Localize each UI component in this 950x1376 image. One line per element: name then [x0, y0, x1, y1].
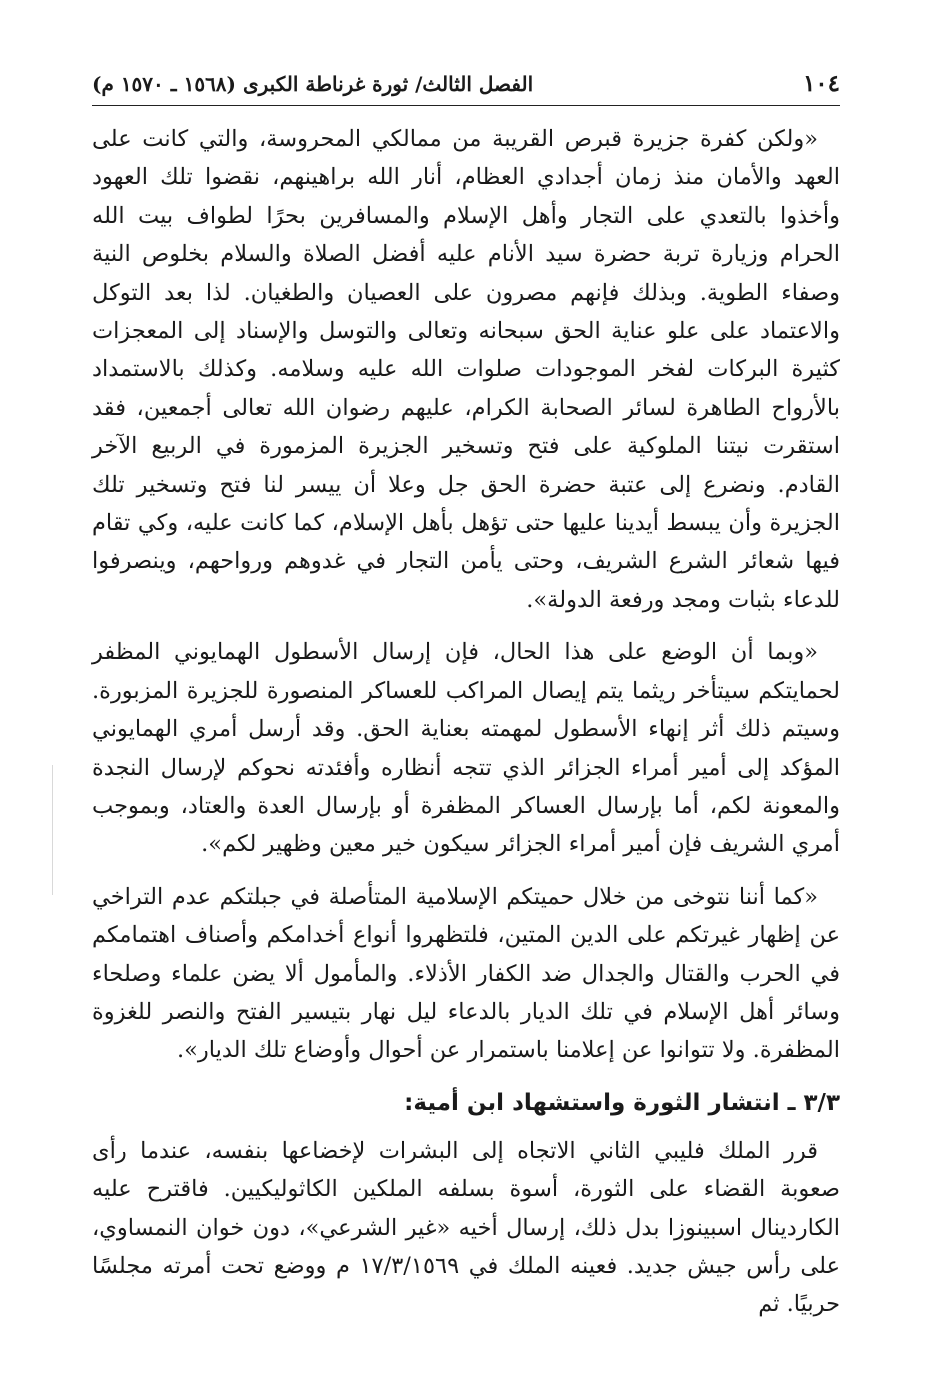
- page-body: [92, 120, 840, 1324]
- section-paragraph: قرر الملك فليبي الثاني الاتجاه إلى البشرات لإخضاعها بنفسه، عندما رأى صعوبة القضاء على الثورة، أسوة بسلفه الملكين الكاثوليكيين. فاقترح عليه الكاردينال اسبينوزا بدل ذلك، إرسال أخيه «غير الشرعي»، دون خوان النمساوي، على رأس جيش جديد. فعينه الملك في ١٧/٣/١٥٦٩ م ووضع تحت أمرته مجلسًا حربيًا. ثم: [92, 1137, 840, 1318]
- document-page: [92, 70, 840, 1324]
- running-header: [92, 70, 840, 106]
- chapter-title: الفصل الثالث/ ثورة غرناطة الكبرى (١٥٦٨ ـ ١٥٧٠ م): [92, 72, 534, 96]
- quote-paragraph-2: «وبما أن الوضع على هذا الحال، فإن إرسال الأسطول الهمايوني المظفر لحمايتكم سيتأخر ريثما يتم إيصال المراكب للعساكر المنصورة للجزيرة المزبورة. وسيتم ذلك أثر إنهاء الأسطول لمهمته بعناية الحق. وقد أرسل أمري الهمايوني المؤكد إلى أمير أمراء الجزائر الذي تتجه أنظاره وأفئدته نحوكم لإرسال النجدة والمعونة لكم، أما بإرسال العساكر المظفرة أو بإرسال العدة والعتاد، وبموجب أمري الشريف فإن أمير أمراء الجزائر سيكون خير معين وظهير لكم».: [92, 639, 840, 858]
- page-number: ١٠٤: [802, 70, 840, 97]
- scan-margin-line: [52, 765, 53, 895]
- section-heading: ٣/٣ ـ انتشار الثورة واستشهاد ابن أمية:: [404, 1089, 840, 1116]
- quote-paragraph-1: «ولكن كفرة جزيرة قبرص القريبة من ممالكي المحروسة، والتي كانت على العهد والأمان منذ زمان أجدادي العظام، أنار الله براهينهم، نقضوا تلك العهود وأخذوا بالتعدي على التجار وأهل الإسلام والمسافرين بحرًا لطواف بيت الله الحرام وزيارة تربة حضرة سيد الأنام عليه أفضل الصلاة والسلام بخلوص النية وصفاء الطوية. وبذلك فإنهم مصرون على العصيان والطغيان. لذا بعد التوكل والاعتماد على علو عناية الحق سبحانه وتعالى والتوسل والإسناد إلى المعجزات كثيرة البركات لفخر الموجودات صلوات الله عليه وسلامه. وكذلك بالاستمداد بالأرواح الطاهرة لسائر الصحابة الكرام، عليهم رضوان الله تعالى أجمعين، فقد استقرت نيتنا الملوكية على فتح وتسخير الجزيرة المزمورة في الربيع الآخر القادم. ونضرع إلى عتبة حضرة الحق جل وعلا أن ييسر لنا فتح وتسخير تلك الجزيرة وأن يبسط أيدينا عليها حتى تؤهل بأهل الإسلام، كما كانت عليه، وكي تقام فيها شعائر الشرع الشريف، وحتى يأمن التجار في غدوهم ورواحهم، وينصرفوا للدعاء بثبات ومجد ورفعة الدولة».: [92, 126, 840, 613]
- quote-paragraph-3: «كما أننا نتوخى من خلال حميتكم الإسلامية المتأصلة في جبلتكم عدم التراخي عن إظهار غيرتكم على الدين المتين، فلتظهروا أنواع أخدامكم وأصناف اهتمامكم في الحرب والقتال والجدال ضد الكفار الأذلاء. والمأمول ألا يضن علماء وصلحاء وسائر أهل الإسلام في تلك الديار بالدعاء ليل نهار بتيسير الفتح والنصر للغزوة المظفرة. ولا تتوانوا عن إعلامنا باستمرار عن أحوال وأوضاع تلك الديار».: [92, 883, 840, 1064]
